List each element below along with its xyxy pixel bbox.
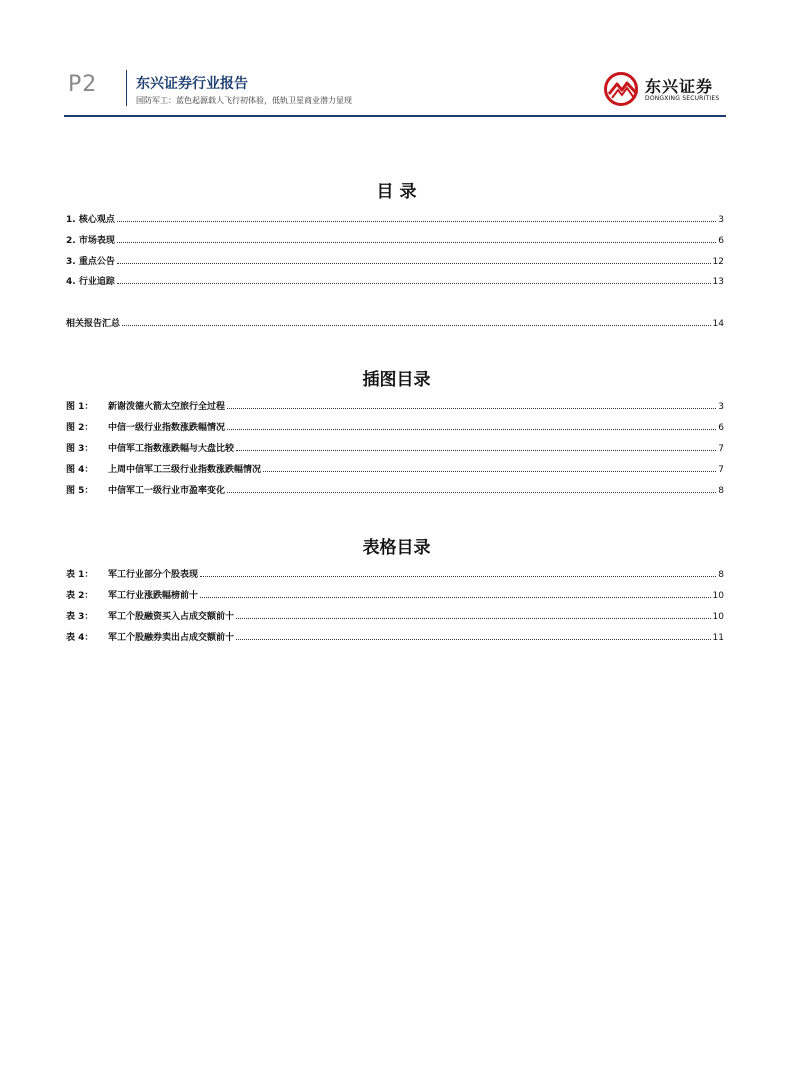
figure-item-page: 7 [718,465,724,475]
table-item-prefix: 表 2： [66,591,94,601]
toc-item[interactable] [66,273,724,287]
leader-dots [236,638,711,640]
table-item-page: 11 [712,633,724,643]
leader-dots [263,470,716,472]
figure-item-prefix: 图 4： [66,465,94,475]
table-item-page: 10 [712,591,724,601]
table-item-label: 军工个股融资买入占成交额前十 [108,612,235,622]
figure-item-label: 新谢泼德火箭太空旅行全过程 [108,402,226,412]
toc-item-page: 6 [718,236,724,246]
figure-item[interactable] [66,482,724,496]
figure-item-prefix: 图 1： [66,402,94,412]
figure-item[interactable] [66,461,724,475]
tables-title: 表格目录 [362,538,431,558]
table-item-prefix: 表 1： [66,570,94,580]
leader-dots [117,282,711,284]
toc-item-page: 3 [718,215,724,225]
figure-item-label: 中信一级行业指数涨跌幅情况 [108,423,226,433]
leader-dots [117,241,716,243]
page-number: P2 [68,72,98,97]
figure-item-prefix: 图 3： [66,444,94,454]
company-logo [603,72,727,106]
figures-title: 插图目录 [362,370,431,390]
figure-item-label: 中信军工一级行业市盈率变化 [108,486,226,496]
table-item-page: 8 [718,570,724,580]
header-separator [126,70,127,106]
leader-dots [200,575,716,577]
leader-dots [200,596,711,598]
report-title: 东兴证券行业报告 [136,76,248,92]
toc-item-page: 14 [712,319,724,329]
table-item[interactable] [66,608,724,622]
toc-item-label: 4. 行业追踪 [66,277,115,287]
leader-dots [236,617,711,619]
figure-item[interactable] [66,398,724,412]
leader-dots [117,220,716,222]
logo-text-en: DONGXING SECURITIES [645,95,720,102]
table-item-label: 军工行业涨跌幅榜前十 [108,591,199,601]
leader-dots [227,407,716,409]
table-item[interactable] [66,629,724,643]
table-item-page: 10 [712,612,724,622]
table-item-label: 军工个股融券卖出占成交额前十 [108,633,235,643]
toc-item-label: 3. 重点公告 [66,257,115,267]
figure-item[interactable] [66,419,724,433]
toc-item-page: 12 [712,257,724,267]
figure-item-label: 上周中信军工三级行业指数涨跌幅情况 [108,465,262,475]
leader-dots [227,491,716,493]
toc-item-page: 13 [712,277,724,287]
leader-dots [117,262,711,264]
figure-item-prefix: 图 5： [66,486,94,496]
leader-dots [122,324,711,326]
toc-item[interactable] [66,315,724,329]
toc-item[interactable] [66,232,724,246]
table-item[interactable] [66,587,724,601]
figure-item-prefix: 图 2： [66,423,94,433]
table-item-prefix: 表 4： [66,633,94,643]
toc-item[interactable] [66,211,724,225]
table-item-label: 军工行业部分个股表现 [108,570,199,580]
figure-item-page: 8 [718,486,724,496]
toc-item[interactable] [66,253,724,267]
toc-item-label: 2. 市场表现 [66,236,115,246]
table-item-prefix: 表 3： [66,612,94,622]
report-subtitle: 国防军工：蓝色起源载人飞行初体验，低轨卫星商业潜力显现 [136,96,352,105]
figure-item[interactable] [66,440,724,454]
toc-item-label: 相关报告汇总 [66,319,121,329]
figure-item-page: 6 [718,423,724,433]
toc-item-label: 1. 核心观点 [66,215,115,225]
leader-dots [236,449,716,451]
toc-title: 目 录 [376,182,417,202]
figure-item-page: 7 [718,444,724,454]
figure-item-page: 3 [718,402,724,412]
leader-dots [227,428,716,430]
logo-text-cn: 东兴证券 [645,77,714,96]
table-item[interactable] [66,566,724,580]
header-rule [64,115,726,117]
dongxing-logo-icon [603,72,641,106]
figure-item-label: 中信军工指数涨跌幅与大盘比较 [108,444,235,454]
